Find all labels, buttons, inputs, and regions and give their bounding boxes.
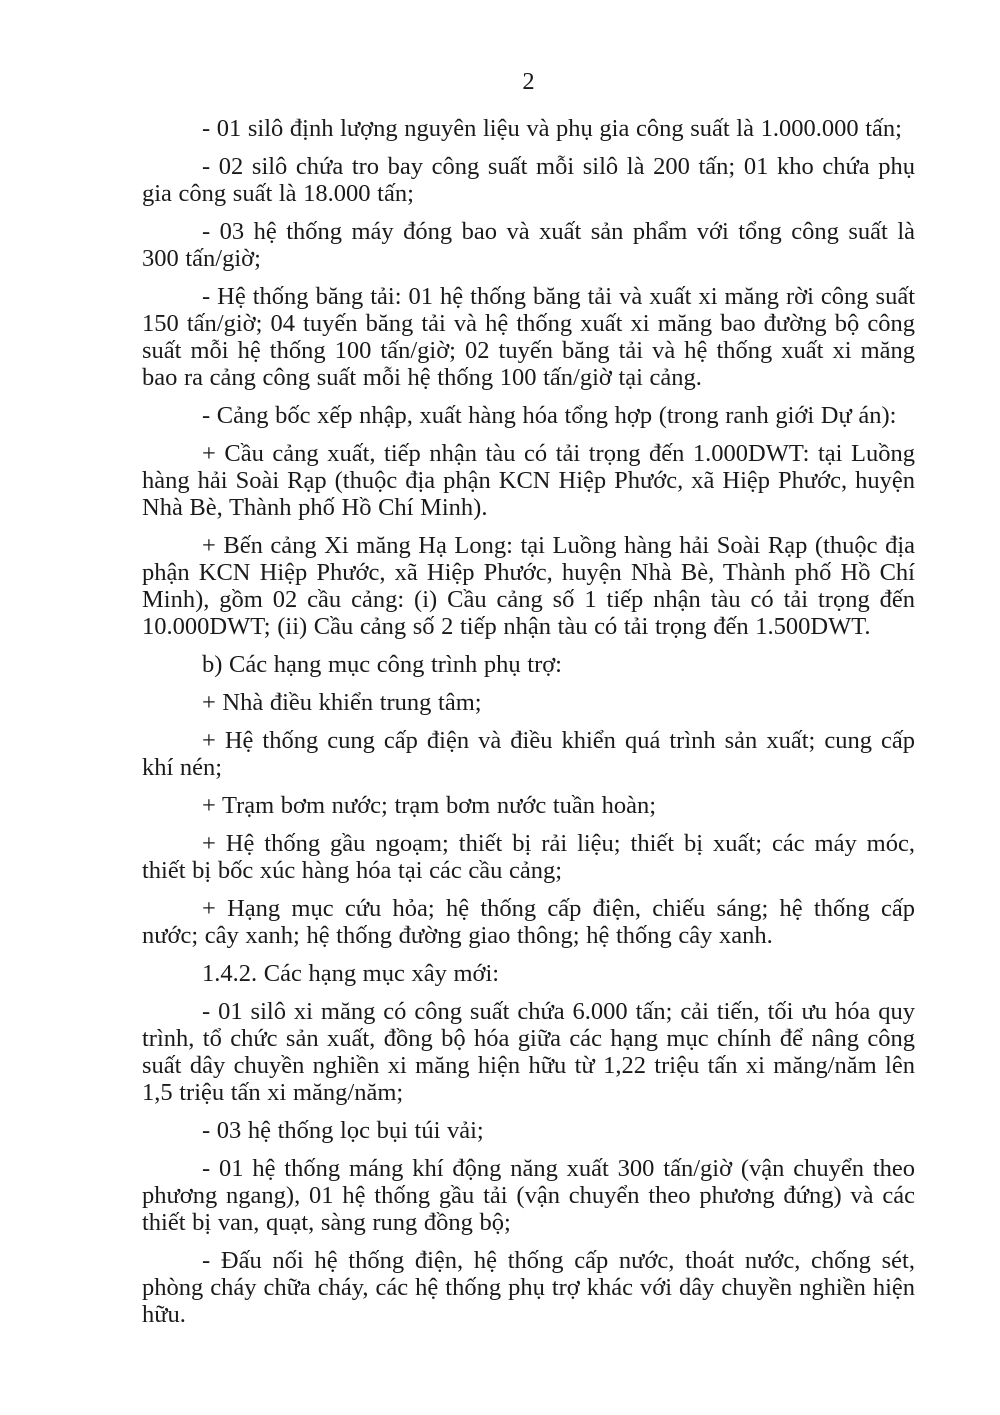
page-body xyxy=(142,68,915,1339)
paragraph: - 01 hệ thống máng khí động năng xuất 300 tấn/giờ (vận chuyển theo phương ngang), 01 hệ thống gầu tải (vận chuyển theo phương đứng) và các thiết bị van, quạt, sàng rung đồng bộ; xyxy=(142,1155,915,1236)
paragraph: + Hệ thống cung cấp điện và điều khiển quá trình sản xuất; cung cấp khí nén; xyxy=(142,727,915,781)
paragraph: + Hệ thống gầu ngoạm; thiết bị rải liệu; thiết bị xuất; các máy móc, thiết bị bốc xúc hàng hóa tại các cầu cảng; xyxy=(142,830,915,884)
paragraph: - 01 silô xi măng có công suất chứa 6.000 tấn; cải tiến, tối ưu hóa quy trình, tổ chức sản xuất, đồng bộ hóa giữa các hạng mục chính để nâng công suất dây chuyền nghiền xi măng hiện hữu từ 1,22 triệu tấn xi măng/năm lên 1,5 triệu tấn xi măng/năm; xyxy=(142,998,915,1106)
paragraph: + Hạng mục cứu hỏa; hệ thống cấp điện, chiếu sáng; hệ thống cấp nước; cây xanh; hệ thống đường giao thông; hệ thống cây xanh. xyxy=(142,895,915,949)
paragraph: - Cảng bốc xếp nhập, xuất hàng hóa tổng hợp (trong ranh giới Dự án): xyxy=(202,402,897,429)
paragraph: - 01 silô định lượng nguyên liệu và phụ gia công suất là 1.000.000 tấn; xyxy=(202,115,902,142)
paragraph: b) Các hạng mục công trình phụ trợ: xyxy=(202,651,562,678)
paragraph: 1.4.2. Các hạng mục xây mới: xyxy=(202,960,500,987)
paragraph: - 02 silô chứa tro bay công suất mỗi silô là 200 tấn; 01 kho chứa phụ gia công suất là 18.000 tấn; xyxy=(142,153,915,207)
paragraph: + Cầu cảng xuất, tiếp nhận tàu có tải trọng đến 1.000DWT: tại Luồng hàng hải Soài Rạp (thuộc địa phận KCN Hiệp Phước, xã Hiệp Phước, huyện Nhà Bè, Thành phố Hồ Chí Minh). xyxy=(142,440,915,521)
paragraph: - Hệ thống băng tải: 01 hệ thống băng tải và xuất xi măng rời công suất 150 tấn/giờ; 04 tuyến băng tải và hệ thống xuất xi măng bao đường bộ công suất mỗi hệ thống 100 tấn/giờ; 02 tuyến băng tải và hệ thống xuất xi măng bao ra cảng công suất mỗi hệ thống 100 tấn/giờ tại cảng. xyxy=(142,283,915,391)
paragraph: + Trạm bơm nước; trạm bơm nước tuần hoàn; xyxy=(202,792,657,819)
paragraph: - 03 hệ thống máy đóng bao và xuất sản phẩm với tổng công suất là 300 tấn/giờ; xyxy=(142,218,915,272)
paragraph: - 03 hệ thống lọc bụi túi vải; xyxy=(202,1117,484,1144)
paragraph: + Bến cảng Xi măng Hạ Long: tại Luồng hàng hải Soài Rạp (thuộc địa phận KCN Hiệp Phước, xã Hiệp Phước, huyện Nhà Bè, Thành phố Hồ Chí Minh), gồm 02 cầu cảng: (i) Cầu cảng số 1 tiếp nhận tàu có tải trọng đến 10.000DWT; (ii) Cầu cảng số 2 tiếp nhận tàu có tải trọng đến 1.500DWT. xyxy=(142,532,915,640)
paragraph: - Đấu nối hệ thống điện, hệ thống cấp nước, thoát nước, chống sét, phòng cháy chữa cháy, các hệ thống phụ trợ khác với dây chuyền nghiền hiện hữu. xyxy=(142,1247,915,1328)
page-number: 2 xyxy=(522,68,535,95)
paragraph: + Nhà điều khiển trung tâm; xyxy=(202,689,482,716)
